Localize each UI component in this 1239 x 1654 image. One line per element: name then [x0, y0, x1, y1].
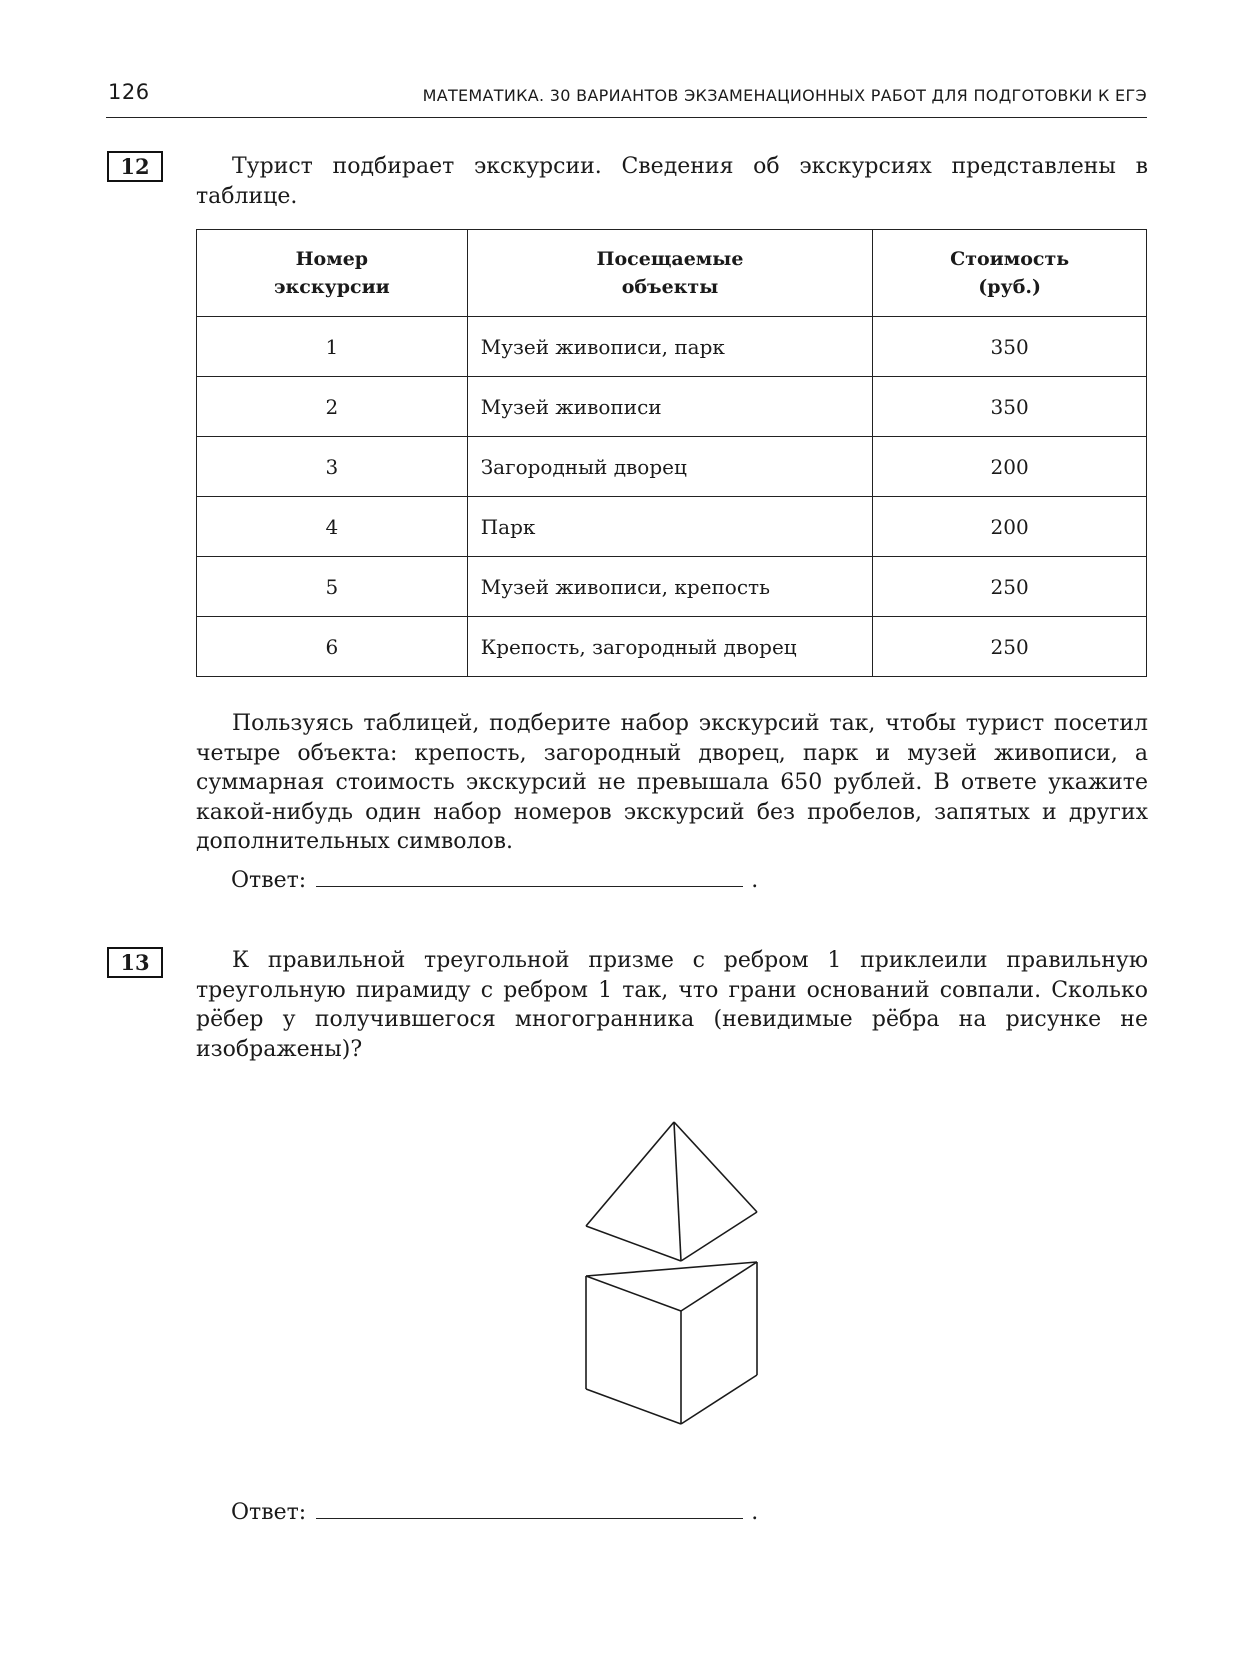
- header-objects: Посещаемые объекты: [467, 230, 873, 317]
- task-12-question: Пользуясь таблицей, подберите набор экскурсий так, чтобы турист посетил четыре объекта: крепость, загородный дворец, парк и музей живописи, а суммарная стоимость экскурсий не превышала 650 рублей. В ответе укажите какой-нибудь один набор номеров экскурсий без пробелов, запятых и других дополнительных символов.: [196, 711, 1148, 854]
- cell-objects: Крепость, загородный дворец: [467, 617, 873, 677]
- prism-edge: [681, 1375, 757, 1424]
- answer-end-dot: .: [751, 1500, 759, 1525]
- answer-end-dot: .: [751, 868, 759, 893]
- cell-cost: 250: [873, 557, 1147, 617]
- pyramid-edge: [674, 1122, 757, 1212]
- header-cost: Стоимость (руб.): [873, 230, 1147, 317]
- pyramid-edge: [586, 1122, 674, 1226]
- cell-cost: 200: [873, 437, 1147, 497]
- cell-objects: Музей живописи, крепость: [467, 557, 873, 617]
- cell-objects: Загородный дворец: [467, 437, 873, 497]
- cell-cost: 350: [873, 377, 1147, 437]
- cell-number: 4: [197, 497, 468, 557]
- task-13-answer: [231, 1500, 758, 1525]
- task-12-number: 12: [107, 151, 163, 182]
- cell-cost: 250: [873, 617, 1147, 677]
- cell-number: 6: [197, 617, 468, 677]
- cell-objects: Музей живописи, парк: [467, 317, 873, 377]
- page-number: 126: [108, 80, 150, 104]
- prism-edge: [681, 1262, 757, 1311]
- cell-cost: 200: [873, 497, 1147, 557]
- book-title: МАТЕМАТИКА. 30 ВАРИАНТОВ ЭКЗАМЕНАЦИОННЫХ РАБОТ ДЛЯ ПОДГОТОВКИ К ЕГЭ: [422, 86, 1147, 105]
- prism-edge: [586, 1389, 681, 1424]
- task-12-intro: Турист подбирает экскурсии. Сведения об экскурсиях представлены в таблице.: [196, 154, 1148, 209]
- pyramid-edge: [586, 1226, 681, 1261]
- prism-edge: [586, 1276, 681, 1311]
- cell-number: 3: [197, 437, 468, 497]
- answer-label: Ответ:: [231, 868, 307, 893]
- pyramid-edge: [681, 1212, 757, 1261]
- cell-number: 2: [197, 377, 468, 437]
- answer-label: Ответ:: [231, 1500, 307, 1525]
- header-number: Номер экскурсии: [197, 230, 468, 317]
- cell-objects: Парк: [467, 497, 873, 557]
- task-13-number: 13: [107, 947, 163, 978]
- prism-edge: [586, 1262, 757, 1276]
- cell-cost: 350: [873, 317, 1147, 377]
- cell-objects: Музей живописи: [467, 377, 873, 437]
- cell-number: 1: [197, 317, 468, 377]
- cell-number: 5: [197, 557, 468, 617]
- task-13-question: К правильной треугольной призме с ребром 1 приклеили правильную треугольную пирамиду с ребром 1 так, что грани оснований совпали. Сколько рёбер у получившегося многогранника (невидимые рёбра на рисунке не изображены)?: [196, 948, 1148, 1062]
- answer-input-line[interactable]: [316, 1518, 743, 1519]
- pyramid-edge: [674, 1122, 681, 1261]
